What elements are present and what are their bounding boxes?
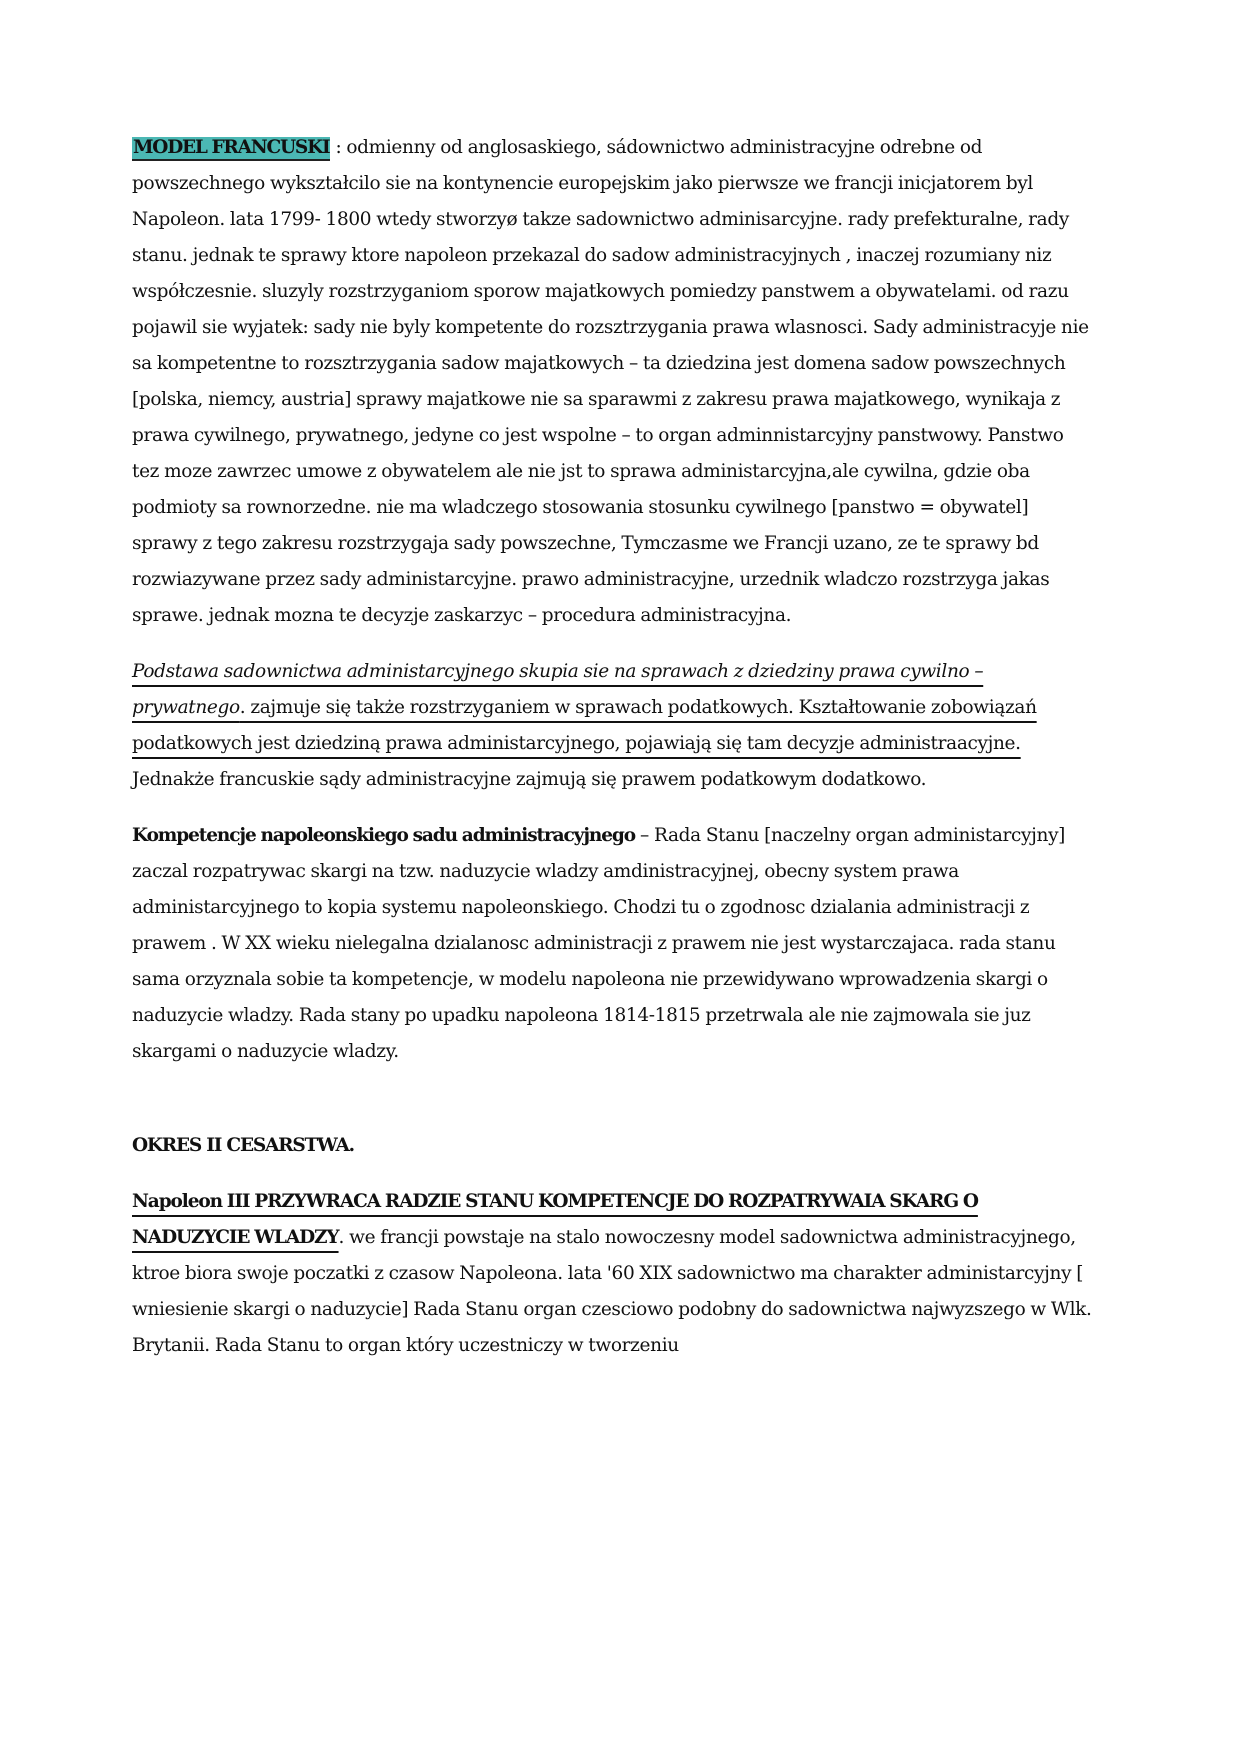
highlighted-term-model-francuski: MODEL FRANCUSKI <box>132 137 330 161</box>
paragraph-kompetencje <box>132 818 1092 1070</box>
document-page <box>132 130 1092 1364</box>
paragraph-body-text: – Rada Stanu [naczelny organ administarcyjny] zaczal rozpatrywac skargi na tzw. naduzycie wladzy amdinistracyjnej, obecny system prawa administarcyjnego to kopia systemu napoleonskiego. Chodzi tu o zgodnosc dzialania administracji z prawem . W XX wieku nielegalna dzialanosc administracji z prawem nie jest wystarczajaca. rada stanu sama orzyznala sobie ta kompetencje, w modelu napoleona nie przewidywano wprowadzenia skargi o naduzycie wladzy. Rada stany po upadku napoleona 1814-1815 przetrwala ale nie zajmowala sie juz skargami o naduzycie wladzy. <box>132 825 1066 1062</box>
blank-space <box>132 1070 1092 1128</box>
italic-underlined-lead: Podstawa sadownictwa administarcyjnego skupia sie na sprawach z dziedziny prawa cywilno – prywatnego <box>132 661 984 718</box>
paragraph-body-text: Jednakże francuskie sądy administracyjne zajmują się prawem podatkowym dodatkowo. <box>132 769 927 790</box>
section-heading-okres-ii-cesarstwa: OKRES II CESARSTWA. <box>132 1135 354 1156</box>
paragraph-model-francuski <box>132 130 1092 634</box>
underlined-text: . zajmuje się także rozstrzyganiem w sprawach podatkowych. Kształtowanie zobowiązań podatkowych jest dziedziną prawa administarcyjnego, pojawiają się tam decyzje administraacyjne. <box>132 697 1037 754</box>
bold-lead-kompetencje: Kompetencje napoleonskiego sadu administracyjnego <box>132 825 636 846</box>
bold-underlined-lead-napoleon-iii: Napoleon III PRZYWRACA RADZIE STANU KOMPETENCJE DO ROZPATRYWAIA SKARG O NADUZYCIE WLADZY <box>132 1191 978 1248</box>
paragraph-body-text: . we francji powstaje na stalo nowoczesny model sadownictwa administracyjnego, ktroe biora swoje poczatki z czasow Napoleona. lata '60 XIX sadownictwo ma charakter administarcyjny [ wniesienie skargi o naduzycie] Rada Stanu organ czesciowo podobny do sadownictwa najwyzszego w Wlk. Brytanii. Rada Stanu to organ który uczestniczy w tworzeniu <box>132 1227 1092 1356</box>
paragraph-napoleon-iii <box>132 1184 1092 1364</box>
paragraph-body-text: : odmienny od anglosaskiego, sádownictwo administracyjne odrebne od powszechnego wykształcilo sie na kontynencie europejskim jako pierwsze we francji inicjatorem byl Napoleon. lata 1799- 1800 wtedy stworzyø takze sadownictwo adminisarcyjne. rady prefekturalne, rady stanu. jednak te sprawy ktore napoleon przekazal do sadow administracyjnych , inaczej rozumiany niz współczesnie. sluzyly rozstrzyganiom sporow majatkowych pomiedzy panstwem a obywatelami. od razu pojawil sie wyjatek: sady nie byly kompetente do rozsztrzygania prawa wlasnosci. Sady administracyje nie sa kompetentne to rozsztrzygania sadow majatkowych – ta dziedzina jest domena sadow powszechnych [polska, niemcy, austria] sprawy majatkowe nie sa sparawmi z zakresu prawa majatkowego, wynikaja z prawa cywilnego, prywatnego, jedyne co jest wspolne – to organ adminnistarcyjny panstwowy. Panstwo tez moze zawrzec umowe z obywatelem ale nie jst to sprawa administarcyjna,ale cywilna, gdzie oba podmioty sa rownorzedne. nie ma wladczego stosowania stosunku cywilnego [panstwo = obywatel] sprawy z tego zakresu rozstrzygaja sady powszechne, Tymczasme we Francji uzano, ze te sprawy bd rozwiazywane przez sady administarcyjne. prawo administracyjne, urzednik wladczo rozstrzyga jakas sprawe. jednak mozna te decyzje zaskarzyc – procedura administracyjna. <box>132 137 1089 626</box>
paragraph-podstawa <box>132 654 1092 798</box>
